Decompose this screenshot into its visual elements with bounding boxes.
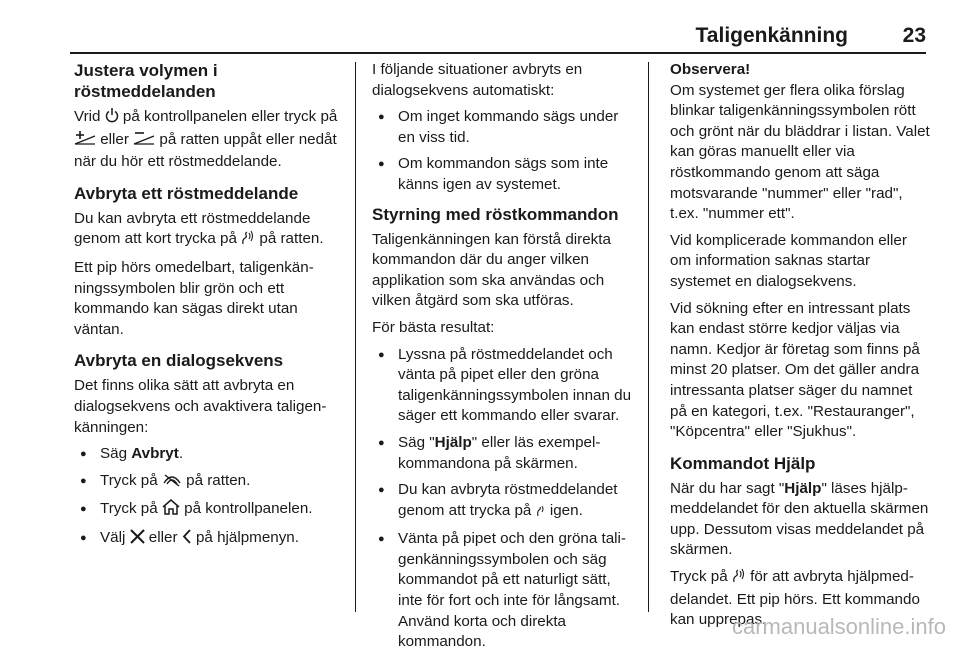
voice-icon <box>241 230 255 252</box>
cancel-list <box>74 444 346 550</box>
power-icon <box>105 107 119 130</box>
list-item: ● Om inget kommando sägs under en viss tid. <box>372 107 634 148</box>
heading-cancel-dialog: Avbryta en dialogsekvens <box>74 351 284 371</box>
column-divider <box>355 62 356 612</box>
column-divider <box>648 62 649 612</box>
paragraph-voice-control: Taligenkänningen kan förstå direkta kommandon där du anger vilken applikation som ska användas och vilken åtgärd som ska utföras. <box>372 230 611 310</box>
voice-icon <box>732 568 746 590</box>
paragraph-beep: Ett pip hörs omedelbart, taligenkänningssymbolen blir grön och ett kommando kan sägas direkt utan väntan. <box>74 258 314 338</box>
volume-up-icon <box>74 130 96 153</box>
list-item: ● Tryck på på ratten. <box>74 471 346 494</box>
list-item: ● Vänta på pipet och den gröna taligenkänningssymbolen och säg kommandot på ett naturligt sätt, inte för fort och inte för långsamt. Använd korta och direkta kommandon. <box>372 529 634 653</box>
paragraph-best-results: För bästa resultat: <box>372 318 495 336</box>
voice-off-icon <box>162 473 182 494</box>
column-2 <box>372 60 634 659</box>
note-body: Om systemet ger flera olika förslag blinkar taligenkänningssymbolen rött och grönt när du bläddrar i listan. Valet kan göras manuellt eller via röstkommando genom att säga motsvarande "nummer" eller "rad", t.ex. "nummer ett". <box>670 81 930 223</box>
close-icon <box>130 529 145 551</box>
best-results-list <box>372 345 634 653</box>
paragraph-auto-cancel: I följande situationer avbryts en dialogsekvens automatiskt: <box>372 61 583 99</box>
header-rule <box>70 52 926 54</box>
list-item: ● Lyssna på röstmeddelandet och vänta på pipet eller den gröna taligenkänningssymbolen innan du säger ett kommando eller svarar. <box>372 345 634 427</box>
note-title: Observera! <box>670 61 751 78</box>
page-header <box>70 0 926 52</box>
list-item: ● Säg Avbryt. <box>74 444 346 465</box>
list-item: ● Du kan avbryta röstmeddelandet genom att trycka på igen. <box>372 480 634 523</box>
paragraph-tap: Tryck på för att avbryta hjälpmeddelandet. Ett pip hörs. Ett kommando kan upprepas. <box>670 568 920 629</box>
page-number: 23 <box>902 24 926 47</box>
column-1 <box>74 60 346 557</box>
list-item: ● Om kommandon sägs som inte känns igen av systemet. <box>372 154 634 195</box>
column-3 <box>670 60 930 637</box>
back-icon <box>182 529 192 551</box>
paragraph-dialog: Det finns olika sätt att avbryta en dialogsekvens och avaktivera taligenkänningen: <box>74 377 327 436</box>
paragraph-complex: Vid komplicerade kommandon eller om information saknas startar systemet en dialogsekvens. <box>670 231 907 290</box>
voice-small-icon <box>536 503 546 524</box>
volume-down-icon <box>133 130 155 153</box>
paragraph-volume: Vrid på kontrollpanelen eller tryck på eller på ratten uppåt eller nedåt när du hör ett röstmeddelande. <box>74 108 338 171</box>
heading-voice-control: Styrning med röstkommandon <box>372 204 619 224</box>
list-item: ● Välj eller på hjälpmenyn. <box>74 528 346 551</box>
auto-cancel-list <box>372 107 634 195</box>
paragraph-search: Vid sökning efter en intressant plats kan endast större kedjor väljas via namn. Kedjor är företag som finns på minst 20 platser. Om det gäller andra intressanta platser säger du namnet på en kategori, t.ex. "Restauranger", "Köpcentra" eller "Sjukhus". <box>670 299 920 441</box>
heading-help: Kommandot Hjälp <box>670 453 816 473</box>
watermark: carmanualsonline.info <box>731 614 946 639</box>
home-icon <box>162 499 180 522</box>
note-box <box>670 60 930 225</box>
list-item: ● Säg "Hjälp" eller läs exempelkommandona på skärmen. <box>372 433 634 474</box>
page-title: Taligenkänning <box>695 24 848 47</box>
list-item: ● Tryck på på kontrollpanelen. <box>74 499 346 522</box>
paragraph-help: När du har sagt "Hjälp" läses hjälpmeddelandet för den aktuella skärmen upp. Dessutom visas meddelandet på skärmen. <box>670 479 929 559</box>
paragraph-cancel-message: Du kan avbryta ett röstmeddelande genom att kort trycka på på ratten. <box>74 209 346 252</box>
heading-volume: Justera volymen i röstmeddelanden <box>74 61 218 101</box>
heading-cancel-message: Avbryta ett röstmeddelande <box>74 183 299 203</box>
